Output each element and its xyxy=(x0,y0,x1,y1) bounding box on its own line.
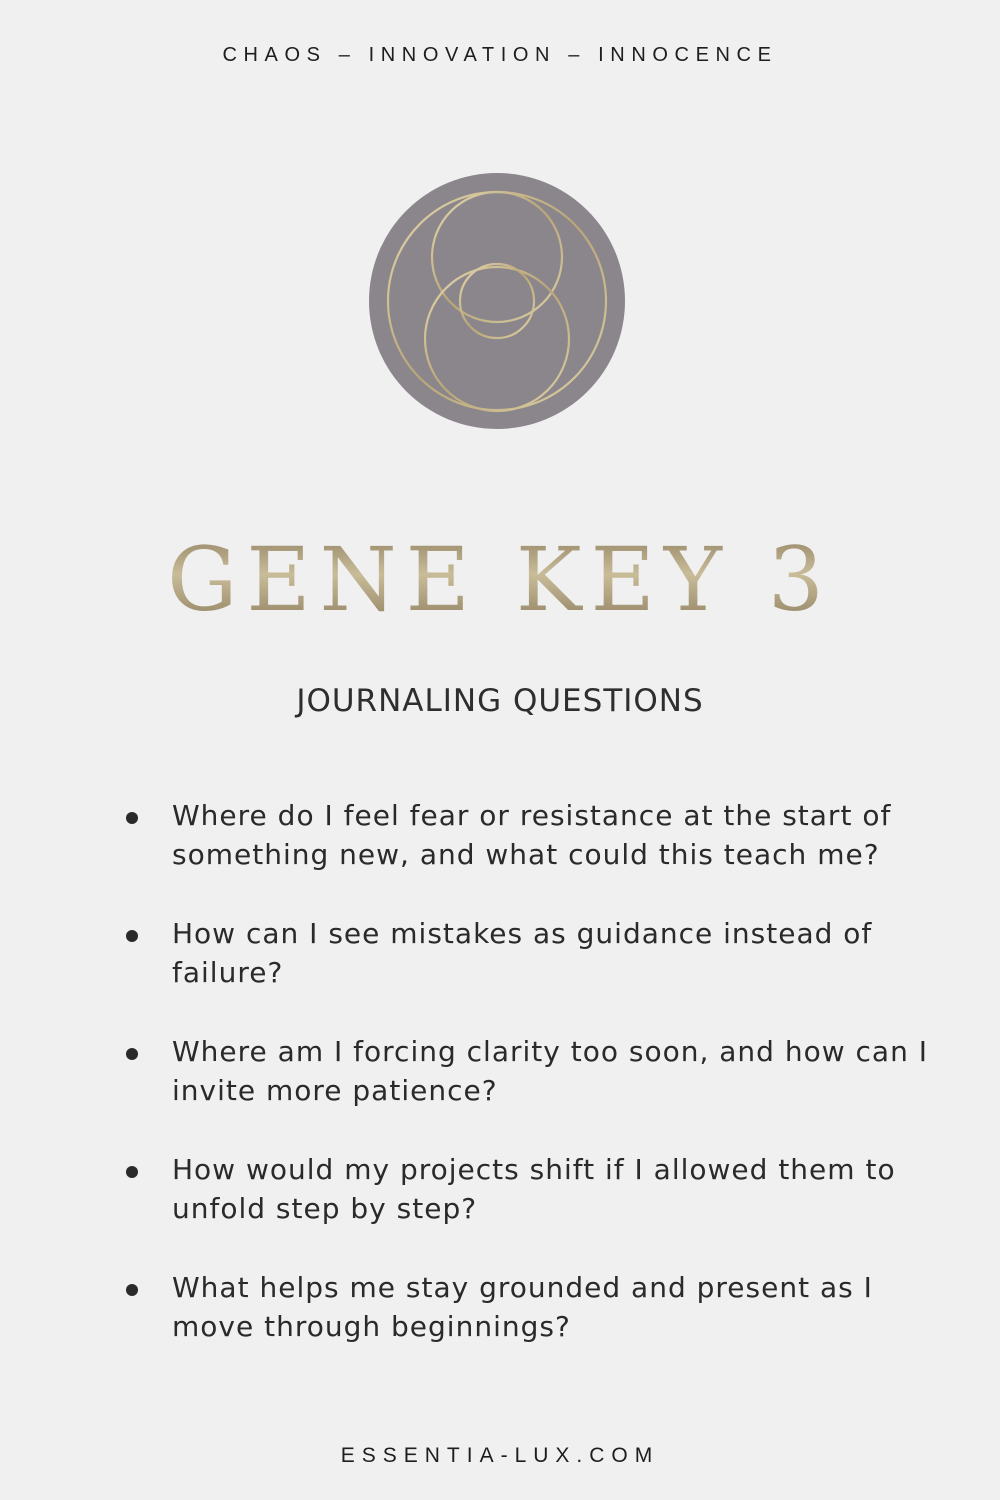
question-text: Where am I forcing clarity too soon, and how can I invite more patience? xyxy=(172,1035,928,1107)
sacred-geometry-circles-icon xyxy=(368,172,626,430)
list-item xyxy=(120,1032,950,1110)
bullet-icon xyxy=(126,812,138,824)
tagline: CHAOS – INNOVATION – INNOCENCE xyxy=(222,44,778,66)
page-title: GENE KEY 3 xyxy=(0,528,1000,631)
list-item xyxy=(120,914,950,992)
list-item xyxy=(120,1268,950,1346)
logo xyxy=(368,172,626,430)
section-subtitle: JOURNALING QUESTIONS xyxy=(296,683,704,719)
question-text: How can I see mistakes as guidance instead of failure? xyxy=(172,917,873,989)
question-text: How would my projects shift if I allowed them to unfold step by step? xyxy=(172,1153,896,1225)
question-text: What helps me stay grounded and present as I move through beginnings? xyxy=(172,1271,873,1343)
bullet-icon xyxy=(126,1284,138,1296)
question-list xyxy=(120,796,950,1386)
list-item xyxy=(120,1150,950,1228)
list-item xyxy=(120,796,950,874)
bullet-icon xyxy=(126,1048,138,1060)
bullet-icon xyxy=(126,930,138,942)
website-link[interactable]: ESSENTIA-LUX.COM xyxy=(340,1444,660,1467)
bullet-icon xyxy=(126,1166,138,1178)
question-text: Where do I feel fear or resistance at the start of something new, and what could this teach me? xyxy=(172,799,892,871)
